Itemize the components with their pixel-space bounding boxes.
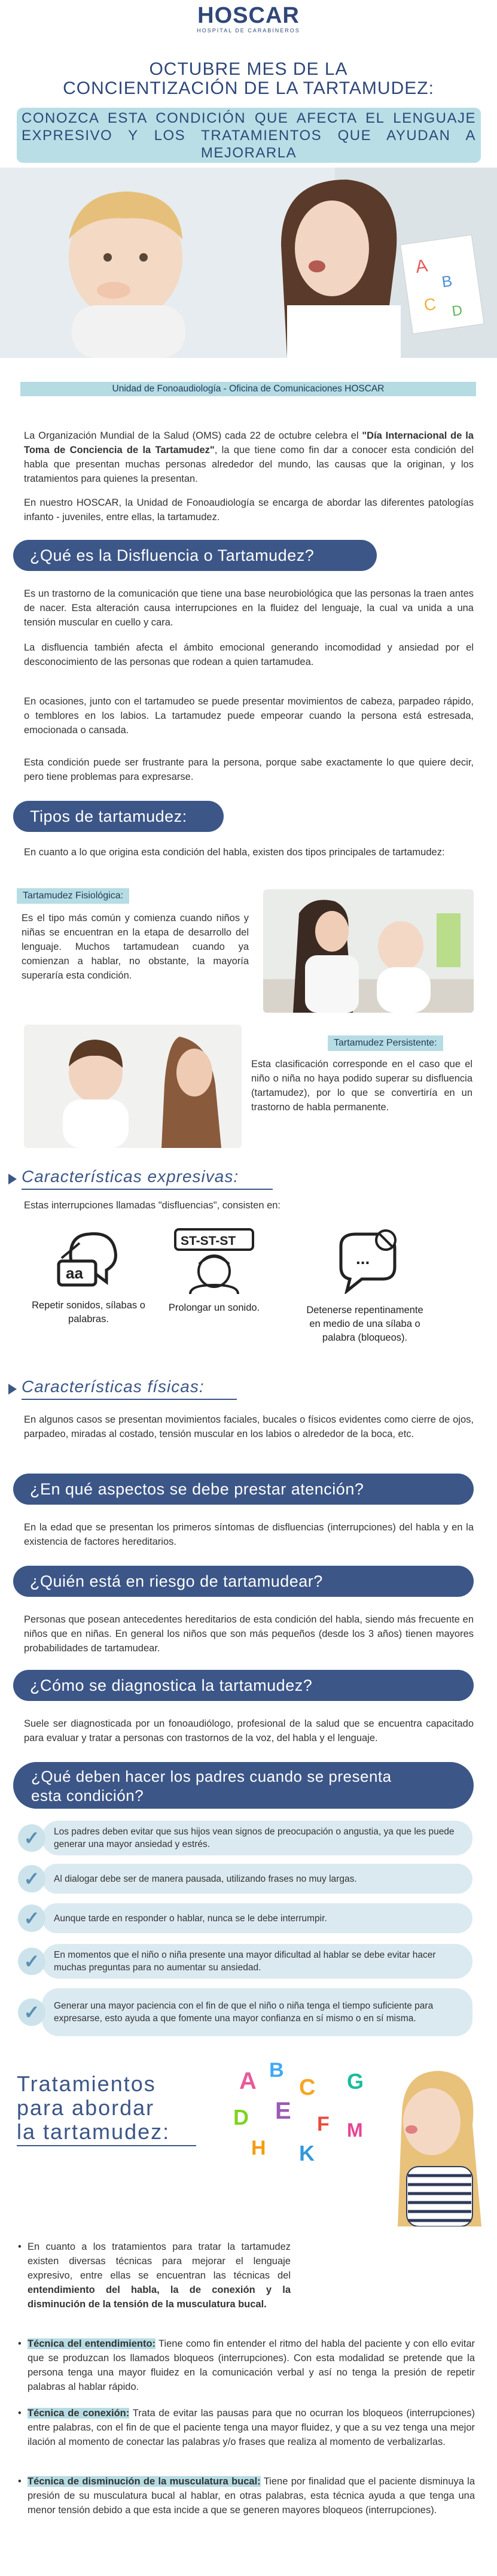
bullet-arrow-expresivas — [8, 1174, 17, 1184]
page-title — [0, 60, 497, 98]
svg-text:A: A — [414, 256, 429, 277]
heading-tratamientos-line-3: la tartamudez: — [17, 2119, 170, 2144]
intro-text-c: , la que tiene como fin dar a conocer esta condición del habla que presentan muchas personas alrededor del mundo, las causas que la originan, y los tratamientos para quienes la presentan. — [24, 445, 474, 484]
logo-subtext: HOSPITAL DE CARABINEROS — [197, 28, 300, 34]
svg-text:C: C — [422, 294, 438, 315]
svg-text:M: M — [347, 2119, 363, 2141]
tecnica-conexion — [18, 2406, 475, 2449]
tecnica-musculatura-label: Técnica de disminución de la musculatura bucal: — [28, 2476, 261, 2487]
svg-text:F: F — [317, 2113, 330, 2135]
tecnica-musculatura — [18, 2474, 475, 2517]
padres-item-2 — [18, 1864, 472, 1894]
heading-que-es-text: ¿Qué es la Disfluencia o Tartamudez? — [30, 546, 315, 564]
svg-text:B: B — [269, 2059, 284, 2082]
prolong-sound-icon — [172, 1228, 256, 1294]
heading-tratamientos-line-1: Tratamientos — [17, 2071, 156, 2096]
title-line-1: OCTUBRE MES DE LA — [149, 59, 348, 79]
que-es-paragraph-4: Esta condición puede ser frustrante para la persona, porque sabe exactamente lo que quiere decir, pero tiene problemas para expresarse. — [24, 757, 474, 782]
check-icon: ✓ — [18, 1904, 45, 1932]
check-icon: ✓ — [18, 1824, 45, 1852]
repeat-icon-text: aa — [66, 1264, 83, 1282]
tipo-persistente-text: Esta clasificación corresponde en el caso que el niño o niña no haya podido superar su disfluencia (tartamudez), por lo que se convertiría en un trastorno de habla permanente. — [251, 1059, 472, 1113]
tecnica-musculatura-text: Tiene por finalidad que el paciente disminuya la presión de su musculatura bucal al hablar, en otras palabras, esta técnica ayuda a que tenga una menor tensión debido a que esta incide a que se generen mayores bloqueos (interrupciones). — [28, 2476, 475, 2516]
expresiva-item-repetir — [29, 1228, 148, 1348]
heading-riesgo-text: ¿Quién está en riesgo de tartamudear? — [30, 1572, 323, 1590]
fisicas-text: En algunos casos se presentan movimientos faciales, bucales o físicos evidentes como cierre de ojos, parpadeo, miradas al costado, tensión muscular en los labios o alrededor de la boca, etc. — [24, 1414, 474, 1439]
girl-letters-illustration — [215, 2047, 496, 2226]
heading-tratamientos — [17, 2072, 170, 2144]
svg-text:A: A — [239, 2068, 257, 2094]
expresivas-intro: Estas interrupciones llamadas "disfluencias", consisten en: — [24, 1200, 281, 1211]
heading-tratamientos-line-2: para abordar — [17, 2095, 155, 2120]
check-icon: ✓ — [18, 1948, 45, 1975]
padres-item-1 — [18, 1821, 472, 1855]
check-icon: ✓ — [18, 1998, 45, 2026]
tipo-fisiologica-text: Es el tipo más común y comienza cuando niños y niñas se encuentran en la etapa de desarrollo del lenguaje. Muchos tartamudean cuando ya comienzan a hablar, no obstante, la mayoría superaría esta condición. — [22, 913, 249, 981]
heading-padres-line-2: esta condición? — [31, 1787, 144, 1805]
tipo-fisiologica-label: Tartamudez Fisiológica: — [17, 888, 129, 904]
boy-speech-illustration — [24, 1025, 242, 1148]
photo-mother-baby — [263, 889, 474, 1013]
expresiva-label-prolongar: Prolongar un sonido. — [168, 1302, 260, 1313]
blocked-icon-text: ... — [356, 1249, 370, 1268]
svg-text:C: C — [299, 2075, 316, 2100]
underline-fisicas — [22, 1399, 237, 1400]
photo-girl-letters — [215, 2047, 496, 2226]
padres-item-text: Aunque tarde en responder o hablar, nunca se le debe interrumpir. — [54, 1913, 327, 1924]
tratamientos-intro-a: En cuanto a los tratamientos para tratar la tartamudez existen diversas técnicas para mejorar el lenguaje expresivo, entre ellas se encuentran las técnicas del — [28, 2241, 291, 2281]
heading-padres — [13, 1762, 474, 1809]
heading-expresivas: Características expresivas: — [22, 1167, 239, 1186]
expresiva-item-detenerse — [293, 1228, 437, 1360]
logo-text: HOSCAR — [197, 3, 300, 28]
svg-text:E: E — [275, 2098, 291, 2124]
underline-expresivas — [22, 1189, 273, 1190]
check-icon: ✓ — [18, 1865, 45, 1892]
padres-item-text: Al dialogar debe ser de manera pausada, utilizando frases no muy largas. — [54, 1873, 357, 1884]
heading-aspectos-text: ¿En qué aspectos se debe prestar atención? — [30, 1480, 364, 1498]
header — [0, 0, 497, 60]
padres-item-5 — [18, 1988, 472, 2036]
hero-photo — [0, 168, 497, 358]
padres-item-4 — [18, 1944, 472, 1979]
tecnica-bullet: • — [18, 2476, 22, 2487]
padres-item-text: Los padres deben evitar que sus hijos vean signos de preocupación o angustia, ya que les puede generar una mayor ansiedad y estrés. — [54, 1827, 455, 1849]
tipos-intro: En cuanto a lo que origina esta condición del habla, existen dos tipos principales de tartamudez: — [24, 847, 445, 858]
tipo-persistente-label: Tartamudez Persistente: — [328, 1035, 443, 1051]
expresiva-item-prolongar — [148, 1228, 280, 1348]
padres-item-text: En momentos que el niño o niña presente una mayor dificultad al hablar se debe evitar hacer muchas preguntas para no aumentar su ansiedad. — [54, 1950, 436, 1973]
svg-text:B: B — [440, 271, 454, 291]
svg-text:G: G — [347, 2069, 364, 2094]
title-line-2: CONCIENTIZACIÓN DE LA TARTAMUDEZ: — [63, 78, 434, 98]
riesgo-text: Personas que posean antecedentes hereditarios de esta condición del habla, siendo más frecuente en niños que en niñas. En general los niños que son más pequeños (desde los 3 años) tienen mayores probabilidades de tartamudear. — [24, 1614, 474, 1654]
heading-diagnostico — [13, 1670, 474, 1701]
repeat-sounds-icon — [47, 1228, 130, 1288]
intro-text-a: La Organización Mundial de la Salud (OMS) cada 22 de octubre celebra el — [24, 430, 362, 441]
svg-text:H: H — [251, 2137, 266, 2159]
que-es-paragraph-1: Es un trastorno de la comunicación que tiene una base neurobiológica que las personas la traen antes de nacer. Esta alteración causa interrupciones en la fluidez del lenguaje, la cual va unida a una tensión muscular en cuello y cara. — [24, 588, 474, 628]
diagnostico-text: Suele ser diagnosticada por un fonoaudiólogo, profesional de la salud que se encuentra capacitado para evaluar y tratar a personas con trastornos de la voz, del habla y el lenguaje. — [24, 1718, 474, 1743]
expresiva-label-detenerse: Detenerse repentinamente en medio de una sílaba o palabra (bloqueos). — [306, 1305, 423, 1343]
tecnica-entendimiento-text: Tiene como fin entender el ritmo del habla del paciente y con ello evitar que se produzcan los llamados bloqueos (interrupciones). Con esta modalidad se pretende que la persona tenga una mayor fluidez en la comunicación verbal y así no tenga la presión de repetir palabras al hablar rápido. — [28, 2338, 475, 2392]
svg-text:D: D — [233, 2105, 249, 2130]
unit-bar — [20, 382, 476, 396]
que-es-paragraph-3: En ocasiones, junto con el tartamudeo se puede presentar movimientos de cabeza, parpadeo rápido, o temblores en los labios. La tartamudez puede empeorar cuando la persona está estresada, emocionada o cansada. — [24, 696, 474, 736]
hero-illustration — [0, 168, 497, 358]
tratamientos-intro — [18, 2240, 291, 2311]
heading-tipos — [13, 801, 224, 832]
svg-text:D: D — [450, 302, 464, 320]
que-es-paragraph-2: La disfluencia también afecta el ámbito emocional generando incomodidad y ansiedad por el desconocimiento de las personas que rodean a quien tartamudea. — [24, 642, 474, 667]
intro-paragraph-1 — [24, 429, 474, 486]
subtitle: CONOZCA ESTA CONDICIÓN QUE AFECTA EL LENGUAJE EXPRESIVO Y LOS TRATAMIENTOS QUE AYUDAN A MEJORARLA — [22, 110, 476, 161]
mother-baby-illustration — [263, 889, 474, 1013]
heading-diagnostico-text: ¿Cómo se diagnostica la tartamudez? — [30, 1676, 313, 1694]
tecnica-conexion-label: Técnica de conexión: — [28, 2408, 130, 2419]
tratamientos-intro-b: entendimiento del habla, la de conexión y la disminución de la tensión de la musculatura bucal. — [28, 2285, 291, 2310]
tratamientos-bullet: • — [18, 2241, 22, 2252]
bullet-arrow-fisicas — [8, 1384, 17, 1395]
heading-aspectos — [13, 1474, 474, 1505]
tecnica-entendimiento-label: Técnica del entendimiento: — [28, 2338, 156, 2349]
tecnica-conexion-text: Trata de evitar las pausas para que no ocurran los bloqueos (interrupciones) entre palabras, con el fin de que el paciente tenga una mayor fluidez, y que a su vez tenga una mejor ilación al momento de conectar las palabras y/o frases que realiza al momento de verbalizarlas. — [28, 2408, 475, 2447]
tecnica-bullet: • — [18, 2338, 22, 2349]
tecnica-bullet: • — [18, 2408, 22, 2419]
aspectos-text: En la edad que se presentan los primeros síntomas de disfluencias (interrupciones) del habla y en la existencia de factores hereditarios. — [24, 1522, 474, 1547]
heading-tipos-text: Tipos de tartamudez: — [30, 807, 187, 825]
hoscar-logo — [0, 4, 497, 34]
expresiva-label-repetir: Repetir sonidos, sílabas o palabras. — [32, 1300, 145, 1325]
padres-item-text: Generar una mayor paciencia con el fin de que el niño o niña tenga el tiempo suficiente para expresarse, esto ayuda a que fomente una mayor confianza en sí mismo o en sí misma. — [54, 2001, 434, 2024]
blocked-speech-icon — [329, 1228, 401, 1294]
prolong-icon-text: ST-ST-ST — [181, 1234, 236, 1248]
tecnica-entendimiento — [18, 2337, 475, 2394]
padres-item-3 — [18, 1903, 472, 1933]
photo-boy-speech — [24, 1025, 242, 1148]
unit-bar-text: Unidad de Fonoaudiología - Oficina de Comunicaciones HOSCAR — [112, 384, 385, 394]
heading-fisicas: Características físicas: — [22, 1377, 205, 1396]
svg-text:K: K — [299, 2141, 315, 2165]
heading-que-es — [13, 540, 377, 571]
intro-paragraph-2: En nuestro HOSCAR, la Unidad de Fonoaudiología se encarga de abordar las diferentes patologías infanto - juveniles, entre ellas, la tartamudez. — [24, 497, 474, 523]
heading-padres-line-1: ¿Qué deben hacer los padres cuando se presenta — [31, 1767, 392, 1785]
heading-riesgo — [13, 1566, 474, 1597]
intro-text-b: "Día Internacional de la Toma de Conciencia de la Tartamudez" — [24, 430, 474, 455]
underline-tratamientos — [17, 2145, 196, 2146]
